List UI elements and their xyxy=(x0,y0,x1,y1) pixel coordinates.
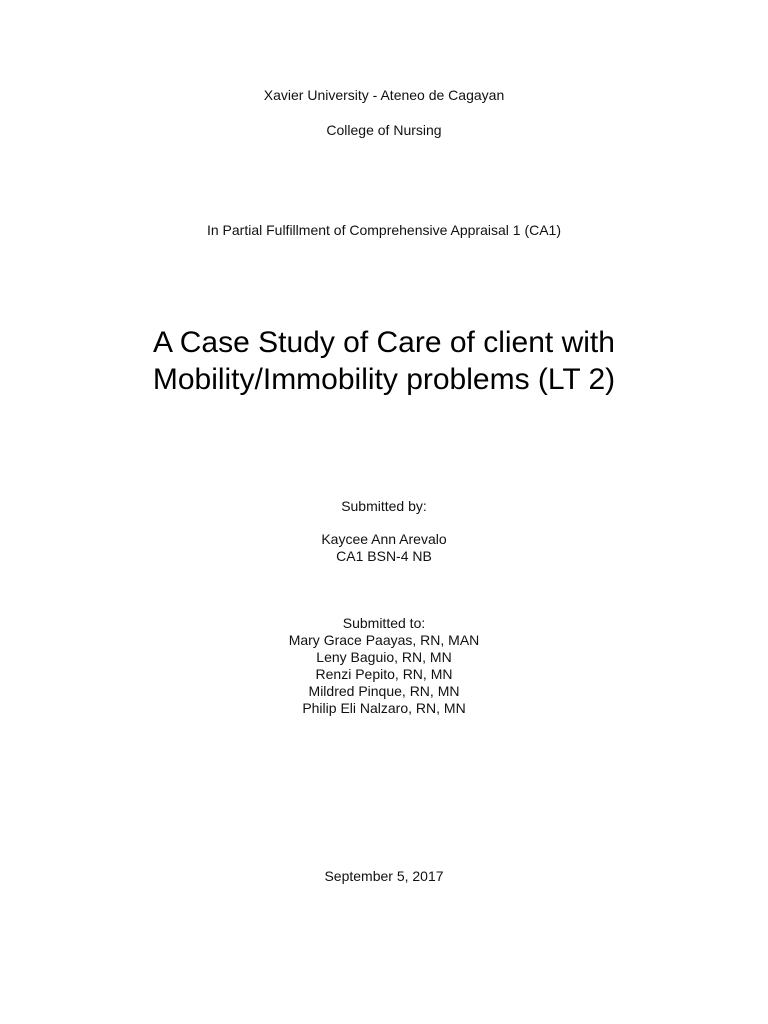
submitted-by-label: Submitted by: xyxy=(341,498,427,514)
author-section: CA1 BSN-4 NB xyxy=(336,548,432,564)
college-name: College of Nursing xyxy=(326,122,442,138)
instructor-name: Renzi Pepito, RN, MN xyxy=(315,666,453,682)
instructor-name: Mary Grace Paayas, RN, MAN xyxy=(288,632,480,648)
title-line-1: A Case Study of Care of client with xyxy=(153,326,615,359)
submitted-by-block xyxy=(0,531,768,565)
submission-date: September 5, 2017 xyxy=(324,868,444,884)
university-name: Xavier University - Ateneo de Cagayan xyxy=(263,87,505,103)
instructor-name: Leny Baguio, RN, MN xyxy=(316,649,452,665)
document-title xyxy=(0,324,768,398)
submitted-to-block xyxy=(0,615,768,717)
fulfillment-statement: In Partial Fulfillment of Comprehensive Appraisal 1 (CA1) xyxy=(206,222,562,238)
instructor-name: Mildred Pinque, RN, MN xyxy=(308,683,460,699)
submitted-to-label: Submitted to: xyxy=(342,615,426,631)
author-name: Kaycee Ann Arevalo xyxy=(321,531,447,547)
instructor-name: Philip Eli Nalzaro, RN, MN xyxy=(302,700,466,716)
title-line-2: Mobility/Immobility problems (LT 2) xyxy=(152,363,616,396)
